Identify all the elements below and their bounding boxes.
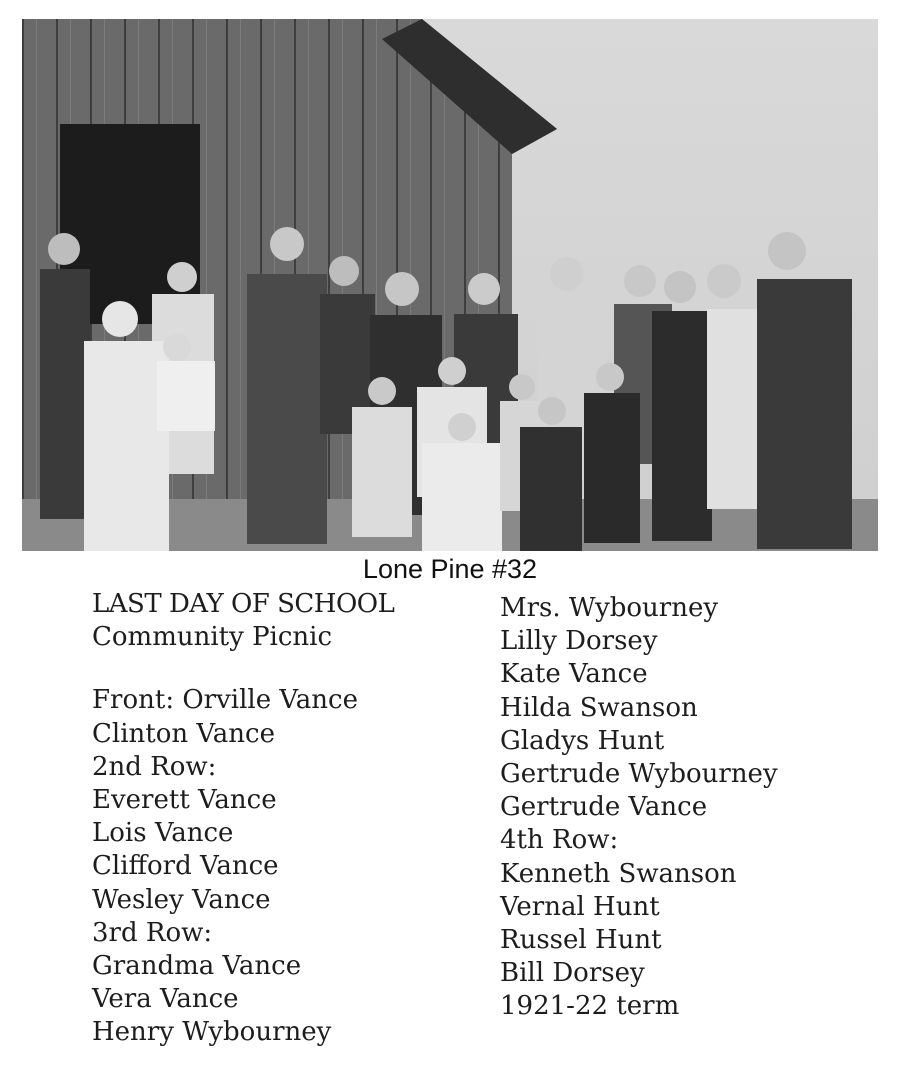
name-line: Kate Vance (500, 659, 648, 690)
name-line: Kenneth Swanson (500, 858, 737, 889)
names-column-left (92, 588, 492, 1050)
name-line: Gladys Hunt (500, 725, 665, 756)
name-line: Henry Wybourney (92, 1017, 332, 1048)
name-line: Wesley Vance (92, 884, 271, 915)
group-photo (22, 19, 878, 551)
name-line: Vera Vance (92, 984, 239, 1015)
name-line: Lilly Dorsey (500, 626, 658, 657)
name-line: Hilda Swanson (500, 692, 698, 723)
name-line: Bill Dorsey (500, 958, 645, 989)
name-line: Clinton Vance (92, 718, 275, 749)
name-line: Mrs. Wybourney (500, 593, 719, 623)
spacer (92, 654, 492, 684)
photo-caption: Lone Pine #32 (362, 554, 538, 584)
name-line: Vernal Hunt (500, 891, 660, 922)
name-line: Lois Vance (92, 818, 234, 849)
row-label: 4th Row: (500, 825, 619, 856)
name-line: Grandma Vance (92, 951, 302, 982)
subheading: Community Picnic (92, 622, 333, 653)
row-label: 3rd Row: (92, 917, 213, 948)
name-line: Gertrude Wybourney (500, 759, 778, 790)
heading: LAST DAY OF SCHOOL (92, 589, 395, 619)
names-column-right (500, 592, 890, 1024)
name-line: Clifford Vance (92, 851, 279, 882)
name-line: Everett Vance (92, 785, 277, 816)
term-line: 1921-22 term (500, 991, 680, 1022)
row-label: 2nd Row: (92, 751, 217, 782)
group-photo-image (22, 19, 878, 551)
name-line: Gertrude Vance (500, 792, 708, 823)
name-line: Front: Orville Vance (92, 685, 358, 716)
name-line: Russel Hunt (500, 925, 662, 956)
